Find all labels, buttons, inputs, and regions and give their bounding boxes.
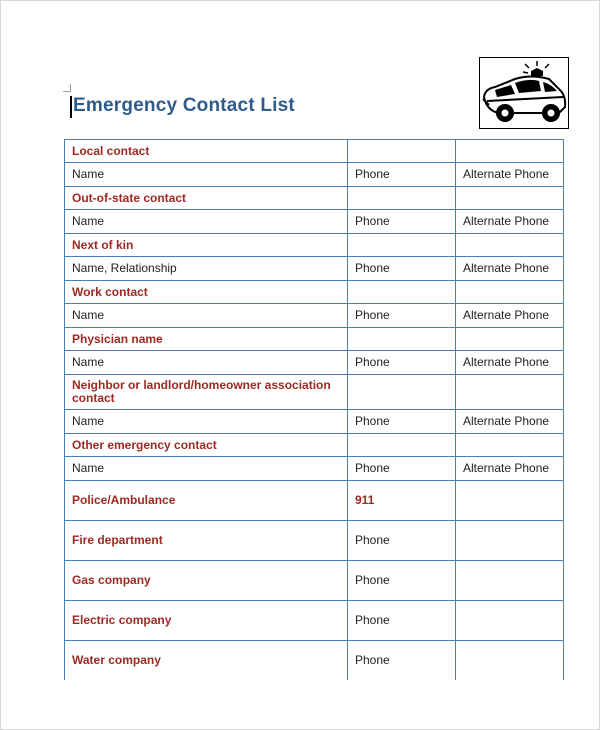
section-cell-c1[interactable]: Next of kin <box>65 234 348 257</box>
field-cell-c2[interactable]: Phone <box>348 410 456 434</box>
section-row <box>65 434 564 457</box>
service-row <box>65 561 564 601</box>
section-cell-c3[interactable] <box>456 234 564 257</box>
service-cell-c2[interactable]: Phone <box>348 641 456 681</box>
field-cell-c1[interactable]: Name <box>65 410 348 434</box>
service-cell-c1[interactable]: Electric company <box>65 601 348 641</box>
section-cell-c2[interactable] <box>348 187 456 210</box>
service-cell-c2[interactable]: Phone <box>348 601 456 641</box>
section-row <box>65 328 564 351</box>
section-cell-c3[interactable] <box>456 328 564 351</box>
field-cell-c1[interactable]: Name <box>65 210 348 234</box>
service-row <box>65 481 564 521</box>
service-row <box>65 521 564 561</box>
text-cursor <box>70 96 72 118</box>
section-cell-c3[interactable] <box>456 434 564 457</box>
field-cell-c3[interactable]: Alternate Phone <box>456 304 564 328</box>
field-cell-c1[interactable]: Name <box>65 304 348 328</box>
field-row <box>65 257 564 281</box>
section-cell-c1[interactable]: Work contact <box>65 281 348 304</box>
section-cell-c2[interactable] <box>348 234 456 257</box>
field-cell-c1[interactable]: Name, Relationship <box>65 257 348 281</box>
section-cell-c1[interactable]: Out-of-state contact <box>65 187 348 210</box>
field-row <box>65 351 564 375</box>
section-cell-c3[interactable] <box>456 281 564 304</box>
field-cell-c2[interactable]: Phone <box>348 257 456 281</box>
field-row <box>65 210 564 234</box>
service-row <box>65 641 564 681</box>
police-car-icon <box>479 57 569 129</box>
section-cell-c2[interactable] <box>348 281 456 304</box>
section-cell-c2[interactable] <box>348 375 456 410</box>
section-row <box>65 187 564 210</box>
service-cell-c1[interactable]: Gas company <box>65 561 348 601</box>
section-cell-c2[interactable] <box>348 328 456 351</box>
section-cell-c2[interactable] <box>348 140 456 163</box>
service-cell-c3[interactable] <box>456 601 564 641</box>
section-row <box>65 140 564 163</box>
section-cell-c1[interactable]: Neighbor or landlord/homeowner association contact <box>65 375 348 410</box>
service-cell-c1[interactable]: Fire department <box>65 521 348 561</box>
contact-table <box>64 139 564 680</box>
service-cell-c2[interactable]: Phone <box>348 561 456 601</box>
field-cell-c3[interactable]: Alternate Phone <box>456 163 564 187</box>
field-cell-c3[interactable]: Alternate Phone <box>456 457 564 481</box>
service-cell-c1[interactable]: Water company <box>65 641 348 681</box>
section-cell-c1[interactable]: Other emergency contact <box>65 434 348 457</box>
field-row <box>65 304 564 328</box>
field-row <box>65 410 564 434</box>
section-cell-c3[interactable] <box>456 187 564 210</box>
field-cell-c3[interactable]: Alternate Phone <box>456 410 564 434</box>
field-cell-c1[interactable]: Name <box>65 163 348 187</box>
page-title[interactable]: Emergency Contact List <box>73 95 295 116</box>
section-cell-c3[interactable] <box>456 140 564 163</box>
service-cell-c3[interactable] <box>456 641 564 681</box>
section-cell-c1[interactable]: Local contact <box>65 140 348 163</box>
field-cell-c1[interactable]: Name <box>65 351 348 375</box>
service-row <box>65 601 564 641</box>
field-cell-c1[interactable]: Name <box>65 457 348 481</box>
section-cell-c3[interactable] <box>456 375 564 410</box>
field-cell-c3[interactable]: Alternate Phone <box>456 257 564 281</box>
service-cell-c3[interactable] <box>456 481 564 521</box>
field-row <box>65 163 564 187</box>
section-row <box>65 375 564 410</box>
section-row <box>65 281 564 304</box>
field-cell-c3[interactable]: Alternate Phone <box>456 351 564 375</box>
service-cell-c2[interactable]: Phone <box>348 521 456 561</box>
service-cell-c1[interactable]: Police/Ambulance <box>65 481 348 521</box>
field-cell-c3[interactable]: Alternate Phone <box>456 210 564 234</box>
crop-mark <box>63 84 71 92</box>
section-cell-c1[interactable]: Physician name <box>65 328 348 351</box>
service-cell-c3[interactable] <box>456 561 564 601</box>
service-cell-c3[interactable] <box>456 521 564 561</box>
field-cell-c2[interactable]: Phone <box>348 457 456 481</box>
service-cell-c2[interactable]: 911 <box>348 481 456 521</box>
section-row <box>65 234 564 257</box>
field-cell-c2[interactable]: Phone <box>348 163 456 187</box>
field-cell-c2[interactable]: Phone <box>348 210 456 234</box>
field-row <box>65 457 564 481</box>
section-cell-c2[interactable] <box>348 434 456 457</box>
field-cell-c2[interactable]: Phone <box>348 351 456 375</box>
field-cell-c2[interactable]: Phone <box>348 304 456 328</box>
